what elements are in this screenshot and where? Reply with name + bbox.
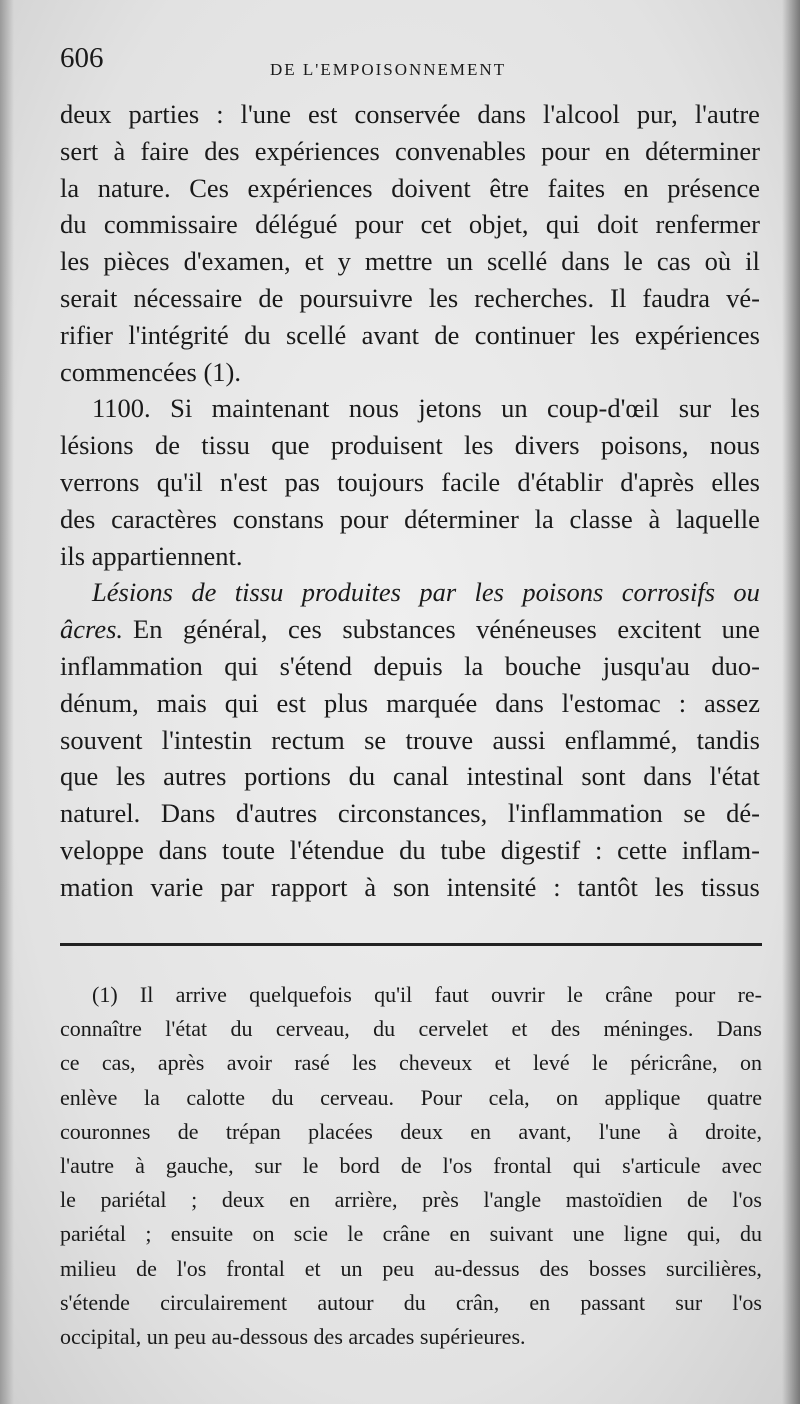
text-line: lésions de tissu que produisent les divers poisons, nous xyxy=(60,430,760,461)
paragraph-1 xyxy=(60,96,760,390)
footnote-line: enlève la calotte du cerveau. Pour cela, on applique quatre xyxy=(60,1084,762,1110)
text-line: les pièces d'examen, et y mettre un scellé dans le cas où il xyxy=(60,246,760,277)
footnote-line: occipital, un peu au-dessous des arcades supérieures. xyxy=(60,1323,526,1349)
section-heading-line: Lésions de tissu produites par les poisons corrosifs ou xyxy=(92,577,760,608)
footnote-line: pariétal ; ensuite on scie le crâne en suivant une ligne qui, du xyxy=(60,1221,762,1247)
text-line: dénum, mais qui est plus marquée dans l'estomac : assez xyxy=(60,687,760,718)
footnote-line: couronnes de trépan placées deux en avant, l'une à droite, xyxy=(60,1118,762,1144)
footnote-line: ce cas, après avoir rasé les cheveux et levé le péricrâne, on xyxy=(60,1050,762,1076)
footnote-line: (1) Il arrive quelquefois qu'il faut ouvrir le crâne pour re- xyxy=(92,982,762,1007)
paragraph-3 xyxy=(60,574,760,905)
text-line: 1100. Si maintenant nous jetons un coup-d'œil sur les xyxy=(92,393,760,424)
text-line: ils appartiennent. xyxy=(60,540,243,571)
text-line: naturel. Dans d'autres circonstances, l'inflammation se dé- xyxy=(60,798,760,829)
footnote xyxy=(60,978,762,1354)
text-line xyxy=(60,611,760,648)
footnote-separator xyxy=(60,943,762,946)
text-line: deux parties : l'une est conservée dans l'alcool pur, l'autre xyxy=(60,99,760,129)
section-heading-end: âcres. xyxy=(60,614,124,645)
text-line: mation varie par rapport à son intensité : tantôt les tissus xyxy=(60,871,760,902)
page-shadow-left xyxy=(0,0,14,1404)
text-line: sert à faire des expériences convenables pour en déterminer xyxy=(60,135,760,166)
main-text xyxy=(60,96,760,906)
footnote-line: milieu de l'os frontal et un peu au-dessus des bosses surcilières, xyxy=(60,1255,762,1281)
page-number: 606 xyxy=(60,42,104,74)
footnote-line: s'étende circulairement autour du crân, en passant sur l'os xyxy=(60,1289,762,1315)
footnote-line: le pariétal ; deux en arrière, près l'angle mastoïdien de l'os xyxy=(60,1187,762,1213)
paragraph-2 xyxy=(60,390,760,574)
footnote-line: connaître l'état du cerveau, du cervelet et des méninges. Dans xyxy=(60,1016,762,1042)
text-line: du commissaire délégué pour cet objet, qui doit renfermer xyxy=(60,209,760,240)
text-line: serait nécessaire de poursuivre les recherches. Il faudra vé- xyxy=(60,282,760,313)
text-line: veloppe dans toute l'étendue du tube digestif : cette inflam- xyxy=(60,834,760,865)
text-line: des caractères constans pour déterminer la classe à laquelle xyxy=(60,503,760,534)
text-line: la nature. Ces expériences doivent être faites en présence xyxy=(60,172,760,203)
text-line: commencées (1). xyxy=(60,356,241,387)
footnote-line: l'autre à gauche, sur le bord de l'os frontal qui s'articule avec xyxy=(60,1152,762,1178)
text-line: rifier l'intégrité du scellé avant de continuer les expériences xyxy=(60,319,760,350)
text-line: que les autres portions du canal intestinal sont dans l'état xyxy=(60,761,760,792)
page-header xyxy=(60,42,760,88)
text-line: inflammation qui s'étend depuis la bouche jusqu'au duo- xyxy=(60,650,760,681)
text-line: verrons qu'il n'est pas toujours facile d'établir d'après elles xyxy=(60,466,760,497)
running-title: DE L'EMPOISONNEMENT xyxy=(270,60,507,79)
page-shadow-right xyxy=(782,0,800,1404)
text-line: souvent l'intestin rectum se trouve aussi enflammé, tandis xyxy=(60,724,760,755)
text-line-continuation: En général, ces substances vénéneuses excitent une xyxy=(133,614,760,645)
